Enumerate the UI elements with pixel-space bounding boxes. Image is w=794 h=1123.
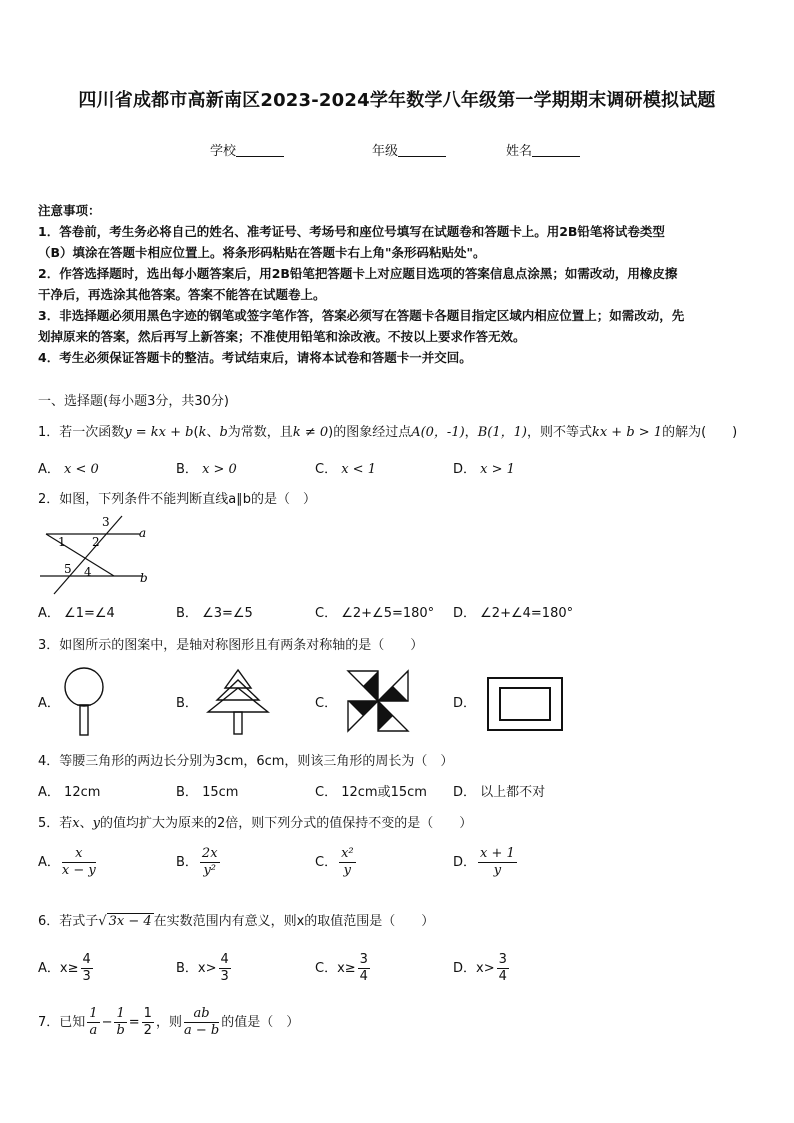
q3-option-b[interactable]: B． [176,696,198,711]
q1-point-a: A(0，-1) [411,425,465,440]
q6-text: 在实数范围内有意义，则x的取值范围是（ ） [153,914,435,929]
q1-text: )的图象经过点 [328,425,412,440]
q1-option-c[interactable]: C． x < 1 [315,462,376,477]
q5-var-x: x [72,816,80,831]
q5-var-y: y [92,816,100,831]
tree-figure [205,668,271,736]
pinwheel-figure [345,668,411,734]
q2-option-c[interactable]: C． ∠2+∠5=180° [315,606,435,621]
q5-text: 5．若 [38,816,73,831]
q4-option-a[interactable]: A． 12cm [38,785,101,800]
grade-field [372,140,446,159]
question-4-stem: 4．等腰三角形的两边长分别为3cm，6cm，则该三角形的周长为（ ） [38,754,454,769]
angle-label-5: 5 [64,562,72,576]
q1-option-a[interactable]: A． x < 0 [38,462,99,477]
q6-option-c[interactable]: C．x≥ $\frac{3}{4}$ [315,952,368,984]
q4-option-d[interactable]: D． 以上都不对 [453,785,546,800]
q7-text: 7．已知 [38,1015,86,1030]
q1-option-b[interactable]: B． x > 0 [176,462,237,477]
q5-option-c[interactable]: C． $\frac{\text{x²}}{y}$ [315,846,354,878]
q5-option-a[interactable]: A． $\frac{x}{x - y}$ [38,846,96,878]
grade-blank [398,144,446,157]
q1-option-d[interactable]: D． x > 1 [453,462,515,477]
angle-label-1: 1 [58,535,66,549]
q5-option-d[interactable]: D． $\frac{x + 1}{y}$ [453,846,515,878]
question-3-stem: 3．如图所示的图案中，是轴对称图形且有两条对称轴的是（ ） [38,638,424,653]
q4-option-b[interactable]: B． 15cm [176,785,239,800]
q3-option-a[interactable]: A． [38,696,60,711]
question-5-stem [38,812,472,831]
section-heading: 一、选择题(每小题3分，共30分) [38,394,229,409]
notice-line: 2．作答选择题时，选出每小题答案后，用2B铅笔把答题卡上对应题目选项的答案信息点涂黑；如需改动，用橡皮擦 [38,266,678,281]
page-title: 四川省成都市高新南区2023-2024学年数学八年级第一学期期末调研模拟试题 [78,90,716,111]
line-label-a: a [139,526,147,540]
notice-line: 3．非选择题必须用黑色字迹的钢笔或签字笔作答，答案必须写在答题卡各题目指定区域内相应位置上；如需改动，先 [38,308,685,323]
q1-var-k: k [198,425,207,440]
q5-text: 的值均扩大为原来的2倍，则下列分式的值保持不变的是（ ） [100,816,473,831]
school-field [210,140,284,159]
nested-rectangles-figure [486,676,564,732]
parallel-lines-figure [36,512,156,596]
q2-option-d[interactable]: D． ∠2+∠4=180° [453,606,574,621]
q7-text: − [101,1015,113,1030]
angle-label-4: 4 [84,565,92,579]
q6-option-d[interactable]: D．x> $\frac{3}{4}$ [453,952,507,984]
notice-line: 干净后，再选涂其他答案。答案不能答在试题卷上。 [38,287,326,302]
q2-option-b[interactable]: B． ∠3=∠5 [176,606,253,621]
question-7-stem: 7．已知 $\frac{1}{a}$ − $\frac{1}{b}$ = $\frac{1}{2}$ ，则 $\frac{ab}{a - b}$ 的值是（ ） [38,1006,300,1038]
q1-text: 、 [206,425,220,440]
q1-text: ( [193,425,199,440]
q1-text: ， [464,425,478,440]
q3-option-d[interactable]: D． [453,696,477,711]
q7-text: ，则 [155,1015,182,1030]
q1-point-b: B(1，1) [477,425,527,440]
q4-option-c[interactable]: C． 12cm或15cm [315,785,427,800]
q7-text: 的值是（ ） [221,1015,300,1030]
grade-label: 年级 [372,144,399,159]
notice-line: 1．答卷前，考生务必将自己的姓名、准考证号、考场号和座位号填写在试题卷和答题卡上。用2B铅笔将试卷类型 [38,224,665,239]
q2-option-a[interactable]: A． ∠1=∠4 [38,606,115,621]
q7-text: = [128,1015,140,1030]
name-field [506,140,580,159]
transversal-2 [54,516,122,594]
q3-option-c[interactable]: C． [315,696,338,711]
notice-line: （B）填涂在答题卡相应位置上。将条形码粘贴在答题卡右上角"条形码粘贴处"。 [38,245,486,260]
q6-radicand: 3x − 4 [108,914,152,929]
school-blank [236,144,284,157]
angle-label-3: 3 [102,515,110,529]
q5-option-b[interactable]: B． $\frac{2x}{\text{y²}}$ [176,846,218,878]
notice-line: 4．考生必须保证答题卡的整洁。考试结束后，请将本试卷和答题卡一并交回。 [38,350,472,365]
name-label: 姓名 [506,144,533,159]
notice-block [38,200,684,368]
q1-text: 1．若一次函数 [38,425,125,440]
q6-text: 6．若式子 [38,914,99,929]
q1-text: 的解为( ) [662,425,738,440]
school-label: 学校 [210,144,237,159]
question-2-stem: 2．如图，下列条件不能判断直线a∥b的是（ ） [38,492,316,507]
q5-text: 、 [79,816,93,831]
angle-label-2: 2 [92,535,100,549]
name-blank [532,144,580,157]
transversal-1 [46,534,114,576]
question-6-stem: 6．若式子√ 3x − 4 在实数范围内有意义，则x的取值范围是（ ） [38,914,435,929]
fan-figure [62,665,106,737]
question-1-stem [38,421,737,440]
q6-option-b[interactable]: B．x> $\frac{4}{3}$ [176,952,229,984]
notice-line: 划掉原来的答案，然后再写上新答案；不准使用铅笔和涂改液。不按以上要求作答无效。 [38,329,526,344]
q1-function: y = kx + b [124,425,194,440]
q1-text: 为常数，且 [227,425,293,440]
q1-text: ，则不等式 [526,425,592,440]
q1-inequality: kx + b > 1 [591,425,663,440]
line-label-b: b [140,571,148,585]
notice-heading: 注意事项： [38,203,101,218]
q6-option-a[interactable]: A．x≥ $\frac{4}{3}$ [38,952,91,984]
q1-condition: k ≠ 0 [292,425,329,440]
q1-var-b: b [219,425,228,440]
